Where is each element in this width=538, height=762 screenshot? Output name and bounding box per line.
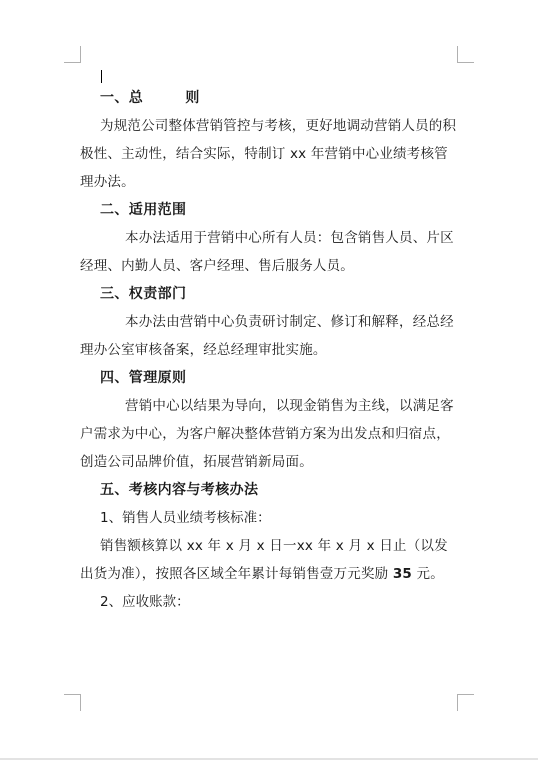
section-heading-scope: 二、适用范围 <box>100 202 187 218</box>
crop-mark-bottom-right <box>457 694 474 711</box>
crop-mark-top-right <box>457 46 474 63</box>
document-body[interactable] <box>80 84 458 616</box>
section-paragraph: 本办法由营销中心负责研讨制定、修订和解释，经总经理办公室审核备案，经总经理审批实施。 <box>80 314 454 358</box>
section-paragraph <box>80 532 458 588</box>
section-heading-responsibility: 三、权责部门 <box>100 286 187 302</box>
section-heading-general: 一、总 则 <box>100 90 200 106</box>
crop-mark-top-left <box>64 46 81 63</box>
section-paragraph: 营销中心以结果为导向，以现金销售为主线，以满足客户需求为中心，为客户解决整体营销方案为出发点和归宿点，创造公司品牌价值，拓展营销新局面。 <box>80 398 454 470</box>
crop-mark-bottom-left <box>64 694 81 711</box>
text-cursor <box>101 70 102 83</box>
subsection-title-sales: 1、销售人员业绩考核标准： <box>100 510 271 526</box>
section-paragraph: 为规范公司整体营销管控与考核，更好地调动营销人员的积极性、主动性，结合实际，特制订 xx 年营销中心业绩考核管理办法。 <box>80 118 457 190</box>
section-heading-principles: 四、管理原则 <box>100 370 187 386</box>
sales-rule-text: 销售额核算以 xx 年 x 月 x 日一xx 年 x 月 x 日止（以发出货为准），按照各区域全年累计每销售壹万元奖励 <box>80 538 448 582</box>
section-heading-assessment: 五、考核内容与考核办法 <box>100 482 259 498</box>
reward-amount: 35 <box>392 566 413 582</box>
subsection-title-receivables: 2、应收账款： <box>100 594 190 610</box>
section-paragraph: 本办法适用于营销中心所有人员：包含销售人员、片区经理、内勤人员、客户经理、售后服务人员。 <box>80 230 454 274</box>
sales-rule-unit: 元。 <box>412 566 444 582</box>
